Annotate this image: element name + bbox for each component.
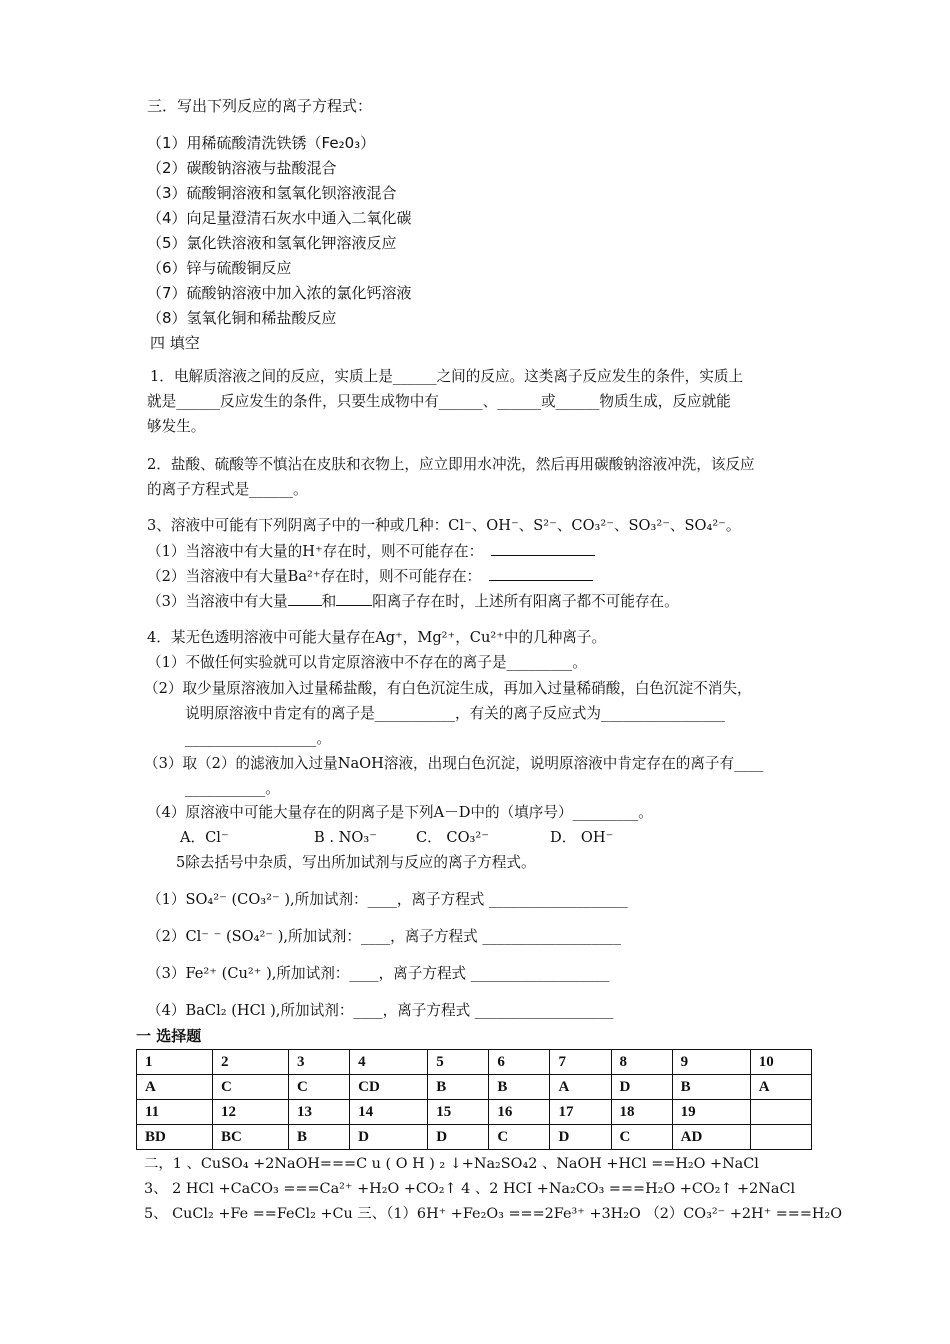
q3-sub2-text: （2）当溶液中有大量Ba²⁺存在时，则不可能存在： [147,568,482,585]
section3-item-1: （1）用稀硫酸清洗铁锈（Fe₂0₃） [147,134,376,152]
q3-sub3-blank-2 [336,591,372,606]
table-cell: 8 [611,1050,672,1075]
table-cell: 11 [137,1100,213,1125]
q5-item-3: （3）Fe²⁺ (Cu²⁺ ),所加试剂：____，离子方程式 ___________________ [147,965,610,982]
table-cell [750,1125,811,1150]
q4-sub2-line1: （2）取少量原溶液加入过量稀盐酸，有白色沉淀生成，再加入过量稀硝酸，白色沉淀不消失， [144,680,752,697]
table-cell: B [489,1075,550,1100]
table-cell: 14 [350,1100,428,1125]
q3-sub3-text-a: （3）当溶液中有大量 [147,593,288,610]
answers-title: 一 选择题 [136,1027,202,1045]
q3-sub1-text: （1）当溶液中有大量的H⁺存在时，则不可能存在： [147,543,484,560]
q4-sub3-line2: ___________。 [185,780,280,797]
q3-sub3-text-c: 阳离子存在时，上述所有阳离子都不可能存在。 [372,593,679,610]
answer-line-2: 3、 2 HCl +CaCO₃ ===Ca²⁺ +H₂O +CO₂↑ 4 、2 HCI +Na₂CO₃ ===H₂O +CO₂↑ +2NaCl [144,1181,796,1197]
table-cell: CD [350,1075,428,1100]
table-cell: B [289,1125,350,1150]
q4-sub3-line1: （3）取（2）的滤液加入过量NaOH溶液，出现白色沉淀，说明原溶液中肯定存在的离子有____ [144,755,764,772]
table-row [137,1125,812,1150]
q3-sub1 [147,541,595,562]
table-cell: 19 [672,1100,750,1125]
q3-sub3-blank-1 [288,591,322,606]
section4-title: 四 填空 [150,334,200,352]
answer-line-1: 二，1 、CuSO₄ +2NaOH===C u ( O H ) ₂ ↓+Na₂SO₄2 、NaOH +HCl ==H₂O +NaCl [144,1156,759,1172]
section3-item-8: （8）氢氧化铜和稀盐酸反应 [147,309,337,327]
table-cell: 2 [213,1050,289,1075]
table-cell: A [750,1075,811,1100]
table-cell: A [550,1075,611,1100]
table-row [137,1075,812,1100]
table-cell: B [428,1075,489,1100]
q3-sub1-blank [491,541,595,556]
table-cell: C [611,1125,672,1150]
table-cell: 4 [350,1050,428,1075]
q2-line2: 的离子方程式是______。 [147,481,308,498]
q1-line1: 1．电解质溶液之间的反应，实质上是______之间的反应。这类离子反应发生的条件，实质上 [150,368,744,385]
table-cell: C [213,1075,289,1100]
q4-option-d: D． OH⁻ [550,829,614,846]
table-cell: 5 [428,1050,489,1075]
q4-sub1: （1）不做任何实验就可以肯定原溶液中不存在的离子是_________。 [147,654,587,671]
table-cell: C [489,1125,550,1150]
table-cell: BD [137,1125,213,1150]
q3-sub3 [147,591,679,612]
table-cell: B [672,1075,750,1100]
table-cell: 1 [137,1050,213,1075]
section3-item-3: （3）硫酸铜溶液和氢氧化钡溶液混合 [147,184,397,202]
q5-item-2: （2）Cl⁻ ⁻ (SO₄²⁻ ),所加试剂：____，离子方程式 ___________________ [147,928,622,945]
table-cell: D [550,1125,611,1150]
q5-stem: 5除去括号中杂质，写出所加试剂与反应的离子方程式。 [176,854,536,871]
q5-item-4: （4）BaCl₂ (HCl ),所加试剂：____，离子方程式 ___________________ [147,1002,614,1019]
q1-line3: 够发生。 [147,418,206,435]
section3-item-7: （7）硫酸钠溶液中加入浓的氯化钙溶液 [147,284,412,302]
q4-option-b: B . NO₃⁻ [314,829,377,846]
table-cell: D [611,1075,672,1100]
section3-item-4: （4）向足量澄清石灰水中通入二氧化碳 [147,209,412,227]
section3-item-2: （2）碳酸钠溶液与盐酸混合 [147,159,337,177]
q4-sub2-line3: __________________。 [185,730,331,747]
q3-sub2 [147,566,593,587]
table-cell: 18 [611,1100,672,1125]
table-cell: 10 [750,1050,811,1075]
q4-stem: 4．某无色透明溶液中可能大量存在Ag⁺，Mg²⁺，Cu²⁺中的几种离子。 [147,629,607,646]
table-cell: 17 [550,1100,611,1125]
table-cell: 13 [289,1100,350,1125]
q3-stem: 3、溶液中可能有下列阴离子中的一种或几种：Cl⁻、OH⁻、S²⁻、CO₃²⁻、SO₃²⁻、SO₄²⁻。 [147,517,741,534]
table-cell: 9 [672,1050,750,1075]
table-cell: D [350,1125,428,1150]
q4-option-c: C． CO₃²⁻ [416,829,489,846]
table-cell: AD [672,1125,750,1150]
answer-line-3: 5、 CuCl₂ +Fe ==FeCl₂ +Cu 三、（1）6H⁺ +Fe₂O₃ ===2Fe³⁺ +3H₂O （2）CO₃²⁻ +2H⁺ ===H₂O [144,1206,843,1222]
table-cell: D [428,1125,489,1150]
table-row [137,1050,812,1075]
q2-line1: 2．盐酸、硫酸等不慎沾在皮肤和衣物上，应立即用水冲洗，然后再用碳酸钠溶液冲洗，该反应 [147,456,755,473]
table-cell: 16 [489,1100,550,1125]
q3-sub2-blank [489,566,593,581]
table-cell: 7 [550,1050,611,1075]
table-cell: 6 [489,1050,550,1075]
section3-item-6: （6）锌与硫酸铜反应 [147,259,292,277]
table-cell: 3 [289,1050,350,1075]
section3-title: 三．写出下列反应的离子方程式： [147,97,373,115]
table-cell: 12 [213,1100,289,1125]
q1-line2: 就是______反应发生的条件，只要生成物中有______、______或______物质生成，反应就能 [147,393,731,410]
table-cell: 15 [428,1100,489,1125]
table-row [137,1100,812,1125]
table-cell [750,1100,811,1125]
section3-item-5: （5）氯化铁溶液和氢氧化钾溶液反应 [147,234,397,252]
q4-sub2-line2: 说明原溶液中肯定有的离子是___________，有关的离子反应式为_________________ [185,705,725,722]
q5-item-1: （1）SO₄²⁻ (CO₃²⁻ ),所加试剂：____，离子方程式 ___________________ [147,891,628,908]
q4-option-a: A．Cl⁻ [180,829,229,846]
table-cell: A [137,1075,213,1100]
table-cell: C [289,1075,350,1100]
table-cell: BC [213,1125,289,1150]
answer-table [136,1049,812,1150]
q3-sub3-text-b: 和 [321,593,337,610]
q4-sub4: （4）原溶液中可能大量存在的阴离子是下列A－D中的（填序号）_________。 [147,804,653,821]
